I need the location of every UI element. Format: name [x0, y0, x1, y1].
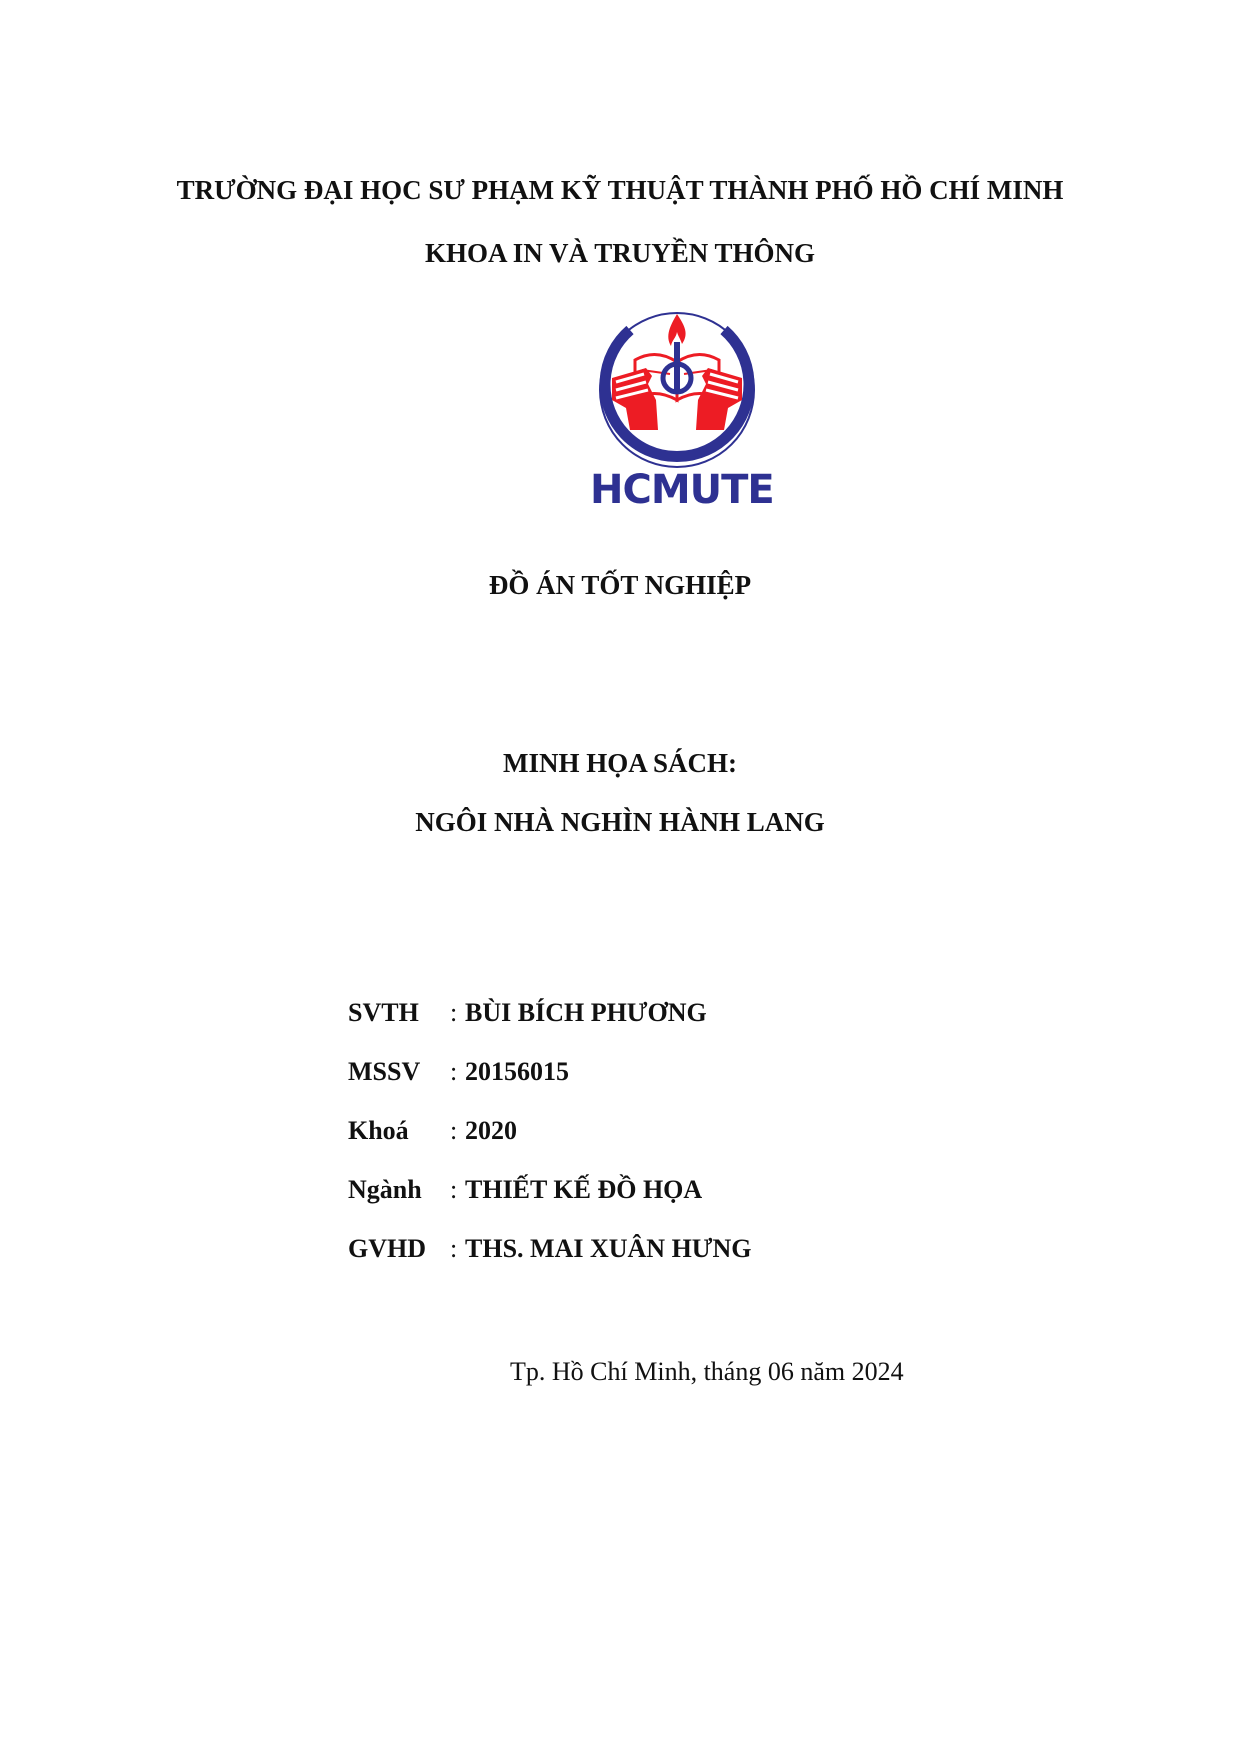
info-label: SVTH: [348, 998, 419, 1027]
info-separator: :: [450, 1057, 458, 1086]
info-separator: :: [450, 1116, 458, 1145]
info-value: 20156015: [465, 1057, 569, 1086]
logo-emblem-icon: [590, 308, 764, 468]
info-value: THS. MAI XUÂN HƯNG: [465, 1234, 752, 1263]
info-label: Ngành: [348, 1175, 422, 1204]
project-title-line-2: NGÔI NHÀ NGHÌN HÀNH LANG: [415, 807, 825, 837]
info-label: Khoá: [348, 1116, 409, 1145]
info-label: MSSV: [348, 1057, 421, 1086]
faculty-name: KHOA IN VÀ TRUYỀN THÔNG: [424, 238, 816, 268]
info-value: THIẾT KẾ ĐỒ HỌA: [465, 1175, 703, 1204]
info-value: BÙI BÍCH PHƯƠNG: [465, 998, 707, 1027]
info-separator: :: [450, 998, 458, 1027]
university-logo: [590, 308, 774, 518]
university-name: TRƯỜNG ĐẠI HỌC SƯ PHẠM KỸ THUẬT THÀNH PHỐ HỒ CHÍ MINH: [176, 175, 1064, 205]
place-and-date: Tp. Hồ Chí Minh, tháng 06 năm 2024: [510, 1357, 904, 1386]
info-separator: :: [450, 1175, 458, 1204]
project-title-line-1: MINH HỌA SÁCH:: [502, 748, 737, 778]
info-separator: :: [450, 1234, 458, 1263]
info-value: 2020: [465, 1116, 517, 1145]
info-label: GVHD: [348, 1234, 426, 1263]
logo-text: HCMUTE: [590, 467, 774, 513]
document-type: ĐỒ ÁN TỐT NGHIỆP: [488, 570, 752, 600]
